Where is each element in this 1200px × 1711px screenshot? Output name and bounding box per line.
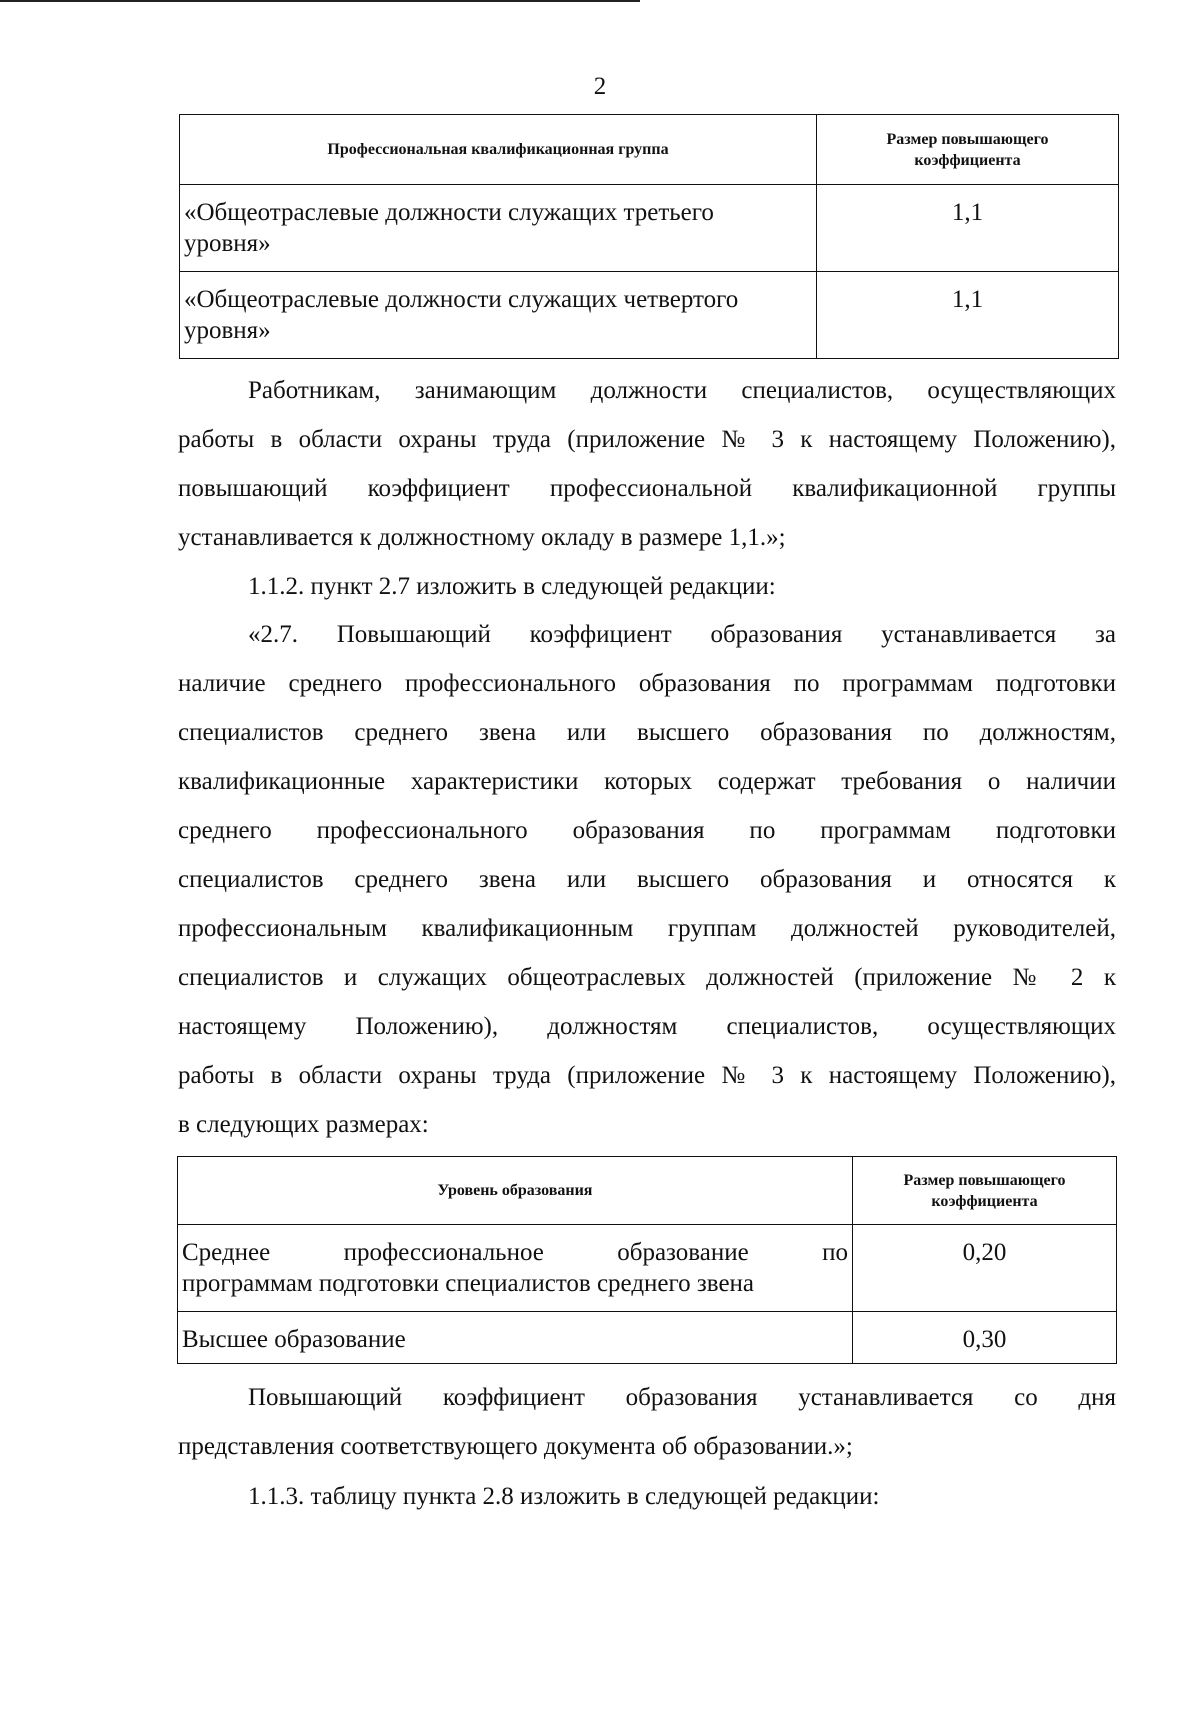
paragraph-line: представления соответствующего документа об образовании.»; (178, 1433, 853, 1460)
paragraph-line: специалистов среднего звена или высшего образования и относятся к (178, 866, 1116, 893)
paragraph-line: «2.7. Повышающий коэффициент образования устанавливается за (248, 621, 1116, 648)
paragraph-coef-start-date (178, 1373, 1116, 1471)
row-level-line: программам подготовки специалистов среднего звена (182, 1270, 755, 1297)
paragraph-line: специалистов среднего звена или высшего образования по должностям, (178, 719, 1116, 746)
row-level (178, 1312, 853, 1364)
paragraph-line: повышающий коэффициент профессиональной квалификационной группы (178, 475, 1116, 502)
paragraph-line: специалистов и служащих общеотраслевых должностей (приложение № 2 к (178, 964, 1116, 991)
table-row (178, 1312, 1117, 1364)
paragraph-line: 1.1.2. пункт 2.7 изложить в следующей редакции: (248, 573, 776, 600)
header-coef (853, 1157, 1117, 1225)
paragraph-line: квалификационные характеристики которых содержат требования о наличии (178, 768, 1116, 795)
header-group: Профессиональная квалификационная группа (180, 115, 817, 185)
row-group-line: «Общеотраслевые должности служащих третьего (184, 199, 714, 226)
paragraph-2-7 (178, 610, 1116, 1149)
row-coef: 1,1 (817, 185, 1119, 272)
paragraph-line: профессиональным квалификационным группам должностей руководителей, (178, 915, 1116, 942)
paragraph-line: работы в области охраны труда (приложение № 3 к настоящему Положению), (178, 426, 1116, 453)
row-coef: 0,20 (853, 1225, 1117, 1312)
paragraph-line: среднего профессионального образования по программам подготовки (178, 817, 1116, 844)
row-group (180, 185, 817, 272)
paragraph-line: Повышающий коэффициент образования устанавливается со дня (248, 1384, 1116, 1411)
paragraph-line: настоящему Положению), должностям специалистов, осуществляющих (178, 1013, 1116, 1040)
row-group-line: уровня» (184, 230, 271, 257)
paragraph-item-1-1-3 (178, 1472, 1116, 1521)
header-level: Уровень образования (178, 1157, 853, 1225)
row-level (178, 1225, 853, 1312)
row-level-line: Высшее образование (182, 1326, 406, 1353)
paragraph-line: в следующих размерах: (178, 1111, 429, 1138)
table-header-row (178, 1157, 1117, 1225)
paragraph-line: 1.1.3. таблицу пункта 2.8 изложить в следующей редакции: (248, 1483, 880, 1510)
page-number: 2 (593, 73, 607, 100)
table-row (180, 185, 1119, 272)
paragraph-line: наличие среднего профессионального образования по программам подготовки (178, 670, 1116, 697)
paragraph-item-1-1-2 (178, 562, 1116, 611)
row-level-line: Среднее профессиональное образование по (182, 1239, 848, 1266)
header-coef-text: Размер повышающего коэффициента (903, 1171, 1066, 1210)
table-row (178, 1225, 1117, 1312)
top-rule (0, 0, 640, 2)
row-coef: 1,1 (817, 272, 1119, 359)
paragraph-line: устанавливается к должностному окладу в размере 1,1.»; (178, 524, 786, 551)
paragraph-line: Работникам, занимающим должности специалистов, осуществляющих (248, 377, 1116, 404)
header-coef (817, 115, 1119, 185)
paragraph-line: работы в области охраны труда (приложение № 3 к настоящему Положению), (178, 1062, 1116, 1089)
paragraph-safety-specialists (178, 366, 1116, 562)
qualification-group-table (179, 114, 1119, 359)
table-header-row (180, 115, 1119, 185)
row-group-line: «Общеотраслевые должности служащих четвертого (184, 286, 739, 313)
education-level-table (177, 1156, 1117, 1364)
header-coef-text: Размер повышающего коэффициента (886, 130, 1049, 169)
row-group (180, 272, 817, 359)
row-group-line: уровня» (184, 317, 271, 344)
table-row (180, 272, 1119, 359)
row-coef: 0,30 (853, 1312, 1117, 1364)
